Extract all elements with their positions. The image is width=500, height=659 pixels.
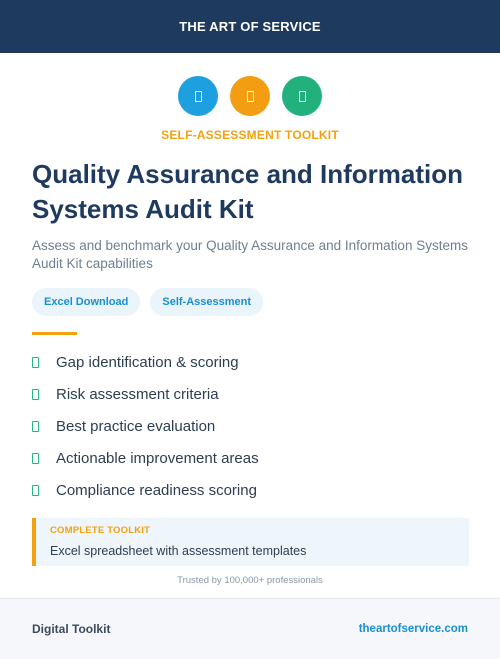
list-item bbox=[32, 474, 472, 506]
accent-divider bbox=[32, 332, 77, 335]
page-title: Quality Assurance and Information Systems Audit Kit bbox=[32, 159, 464, 224]
checkmark-icon bbox=[32, 357, 39, 368]
header-bar bbox=[0, 0, 500, 53]
list-item bbox=[32, 410, 472, 442]
page-subtitle: Assess and benchmark your Quality Assurance and Information Systems Audit Kit capabilities bbox=[32, 238, 468, 271]
toolkit-callout bbox=[32, 518, 469, 566]
callout-text: Excel spreadsheet with assessment templates bbox=[50, 544, 307, 558]
tag-self-assessment: Self-Assessment bbox=[150, 288, 263, 316]
feature-label: Actionable improvement areas bbox=[56, 449, 259, 467]
checkmark-icon bbox=[32, 485, 39, 496]
checkmark-icon bbox=[32, 389, 39, 400]
trust-statement: Trusted by 100,000+ professionals bbox=[177, 575, 323, 586]
footer-bar bbox=[0, 598, 500, 659]
feature-list bbox=[32, 346, 472, 506]
tag-list bbox=[32, 288, 263, 316]
eyebrow-label: SELF-ASSESSMENT TOOLKIT bbox=[161, 128, 339, 142]
list-item bbox=[32, 378, 472, 410]
feature-label: Risk assessment criteria bbox=[56, 385, 219, 403]
icon-row bbox=[0, 76, 500, 116]
list-item bbox=[32, 346, 472, 378]
footer-product-type: Digital Toolkit bbox=[32, 622, 111, 636]
feature-label: Gap identification & scoring bbox=[56, 353, 239, 371]
list-item bbox=[32, 442, 472, 474]
brand-name: THE ART OF SERVICE bbox=[179, 19, 321, 34]
callout-label: COMPLETE TOOLKIT bbox=[50, 525, 151, 536]
document-icon bbox=[178, 76, 218, 116]
document-icon bbox=[230, 76, 270, 116]
feature-label: Best practice evaluation bbox=[56, 417, 216, 435]
tag-excel-download: Excel Download bbox=[32, 288, 140, 316]
checkmark-icon bbox=[32, 453, 39, 464]
website-link[interactable]: theartofservice.com bbox=[358, 623, 468, 635]
feature-label: Compliance readiness scoring bbox=[56, 481, 257, 499]
document-icon bbox=[282, 76, 322, 116]
checkmark-icon bbox=[32, 421, 39, 432]
